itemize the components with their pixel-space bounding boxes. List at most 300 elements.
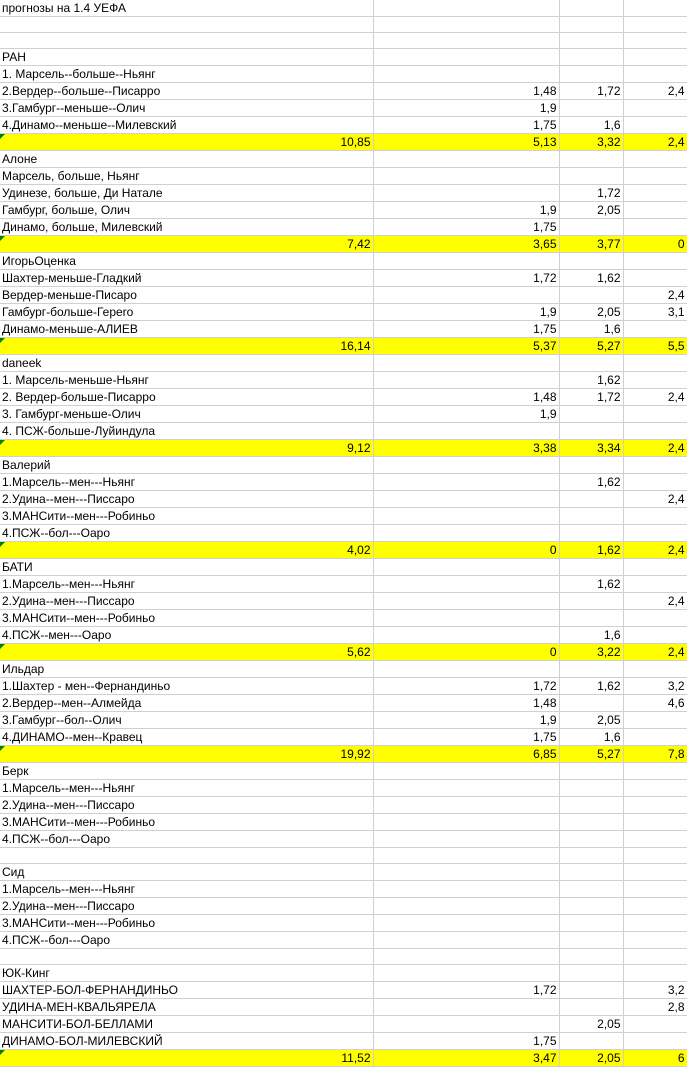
cell-r59-c0[interactable]: УДИНА-МЕН-КВАЛЬЯРЕЛА — [0, 999, 373, 1016]
cell-r49-c2[interactable] — [559, 831, 623, 848]
cell-r46-c3[interactable] — [623, 780, 687, 797]
table-row — [0, 151, 687, 168]
cell-r39-c0[interactable]: Ильдар — [0, 661, 373, 678]
cell-r6-c1[interactable]: 1,9 — [373, 100, 559, 117]
cell-r15-c0[interactable]: ИгорьОценка — [0, 253, 373, 270]
table-row — [0, 406, 687, 423]
table-row — [0, 423, 687, 440]
cell-r33-c0[interactable]: БАТИ — [0, 559, 373, 576]
cell-r42-c3[interactable] — [623, 712, 687, 729]
cell-r40-c1[interactable]: 1,72 — [373, 678, 559, 695]
total-row — [0, 236, 687, 253]
cell-r55-c3[interactable] — [623, 932, 687, 949]
cell-r46-c0[interactable]: 1.Марсель--мен---Ньянг — [0, 780, 373, 797]
cell-r1-c1[interactable] — [373, 17, 559, 33]
cell-r52-c2[interactable] — [559, 881, 623, 898]
cell-r12-c2[interactable]: 2,05 — [559, 202, 623, 219]
cell-r26-c1[interactable]: 3,38 — [373, 440, 559, 457]
cell-r47-c1[interactable] — [373, 797, 559, 814]
cell-r58-c0[interactable]: ШАХТЕР-БОЛ-ФЕРНАНДИНЬО — [0, 982, 373, 999]
cell-r9-c3[interactable] — [623, 151, 687, 168]
cell-r42-c2[interactable]: 2,05 — [559, 712, 623, 729]
cell-r47-c0[interactable]: 2.Удина--мен---Писсаро — [0, 797, 373, 814]
cell-r56-c0[interactable] — [0, 949, 373, 965]
cell-r10-c1[interactable] — [373, 168, 559, 185]
cell-r21-c2[interactable] — [559, 355, 623, 372]
cell-r36-c2[interactable] — [559, 610, 623, 627]
cell-r59-c1[interactable] — [373, 999, 559, 1016]
cell-r11-c2[interactable]: 1,72 — [559, 185, 623, 202]
cell-r24-c2[interactable] — [559, 406, 623, 423]
cell-r55-c1[interactable] — [373, 932, 559, 949]
cell-r5-c1[interactable]: 1,48 — [373, 83, 559, 100]
cell-r35-c2[interactable] — [559, 593, 623, 610]
cell-r14-c1[interactable]: 3,65 — [373, 236, 559, 253]
cell-r62-c1[interactable]: 3,47 — [373, 1050, 559, 1067]
cell-r60-c2[interactable]: 2,05 — [559, 1016, 623, 1033]
cell-r49-c0[interactable]: 4.ПСЖ--бол---Оаро — [0, 831, 373, 848]
table-row — [0, 797, 687, 814]
cell-r13-c2[interactable] — [559, 219, 623, 236]
cell-r8-c2[interactable]: 3,32 — [559, 134, 623, 151]
cell-r8-c1[interactable]: 5,13 — [373, 134, 559, 151]
cell-r26-c2[interactable]: 3,34 — [559, 440, 623, 457]
total-row — [0, 440, 687, 457]
cell-r36-c1[interactable] — [373, 610, 559, 627]
cell-r24-c3[interactable] — [623, 406, 687, 423]
cell-r48-c0[interactable]: 3.МАНСити--мен---Робиньо — [0, 814, 373, 831]
cell-r39-c3[interactable] — [623, 661, 687, 678]
cell-r18-c0[interactable]: Гамбург-больше-Герero — [0, 304, 373, 321]
cell-r29-c1[interactable] — [373, 491, 559, 508]
cell-r34-c2[interactable]: 1,62 — [559, 576, 623, 593]
cell-r37-c2[interactable]: 1,6 — [559, 627, 623, 644]
cell-r46-c1[interactable] — [373, 780, 559, 797]
table-row — [0, 965, 687, 982]
cell-r15-c3[interactable] — [623, 253, 687, 270]
cell-r44-c3[interactable]: 7,8 — [623, 746, 687, 763]
cell-r28-c2[interactable]: 1,62 — [559, 474, 623, 491]
cell-r58-c2[interactable] — [559, 982, 623, 999]
table-row — [0, 864, 687, 881]
cell-r9-c1[interactable] — [373, 151, 559, 168]
table-row — [0, 949, 687, 965]
cell-r14-c3[interactable]: 0 — [623, 236, 687, 253]
table-row — [0, 0, 687, 17]
cell-r22-c2[interactable]: 1,62 — [559, 372, 623, 389]
cell-r1-c3[interactable] — [623, 17, 687, 33]
table-row — [0, 1033, 687, 1050]
cell-r61-c2[interactable] — [559, 1033, 623, 1050]
cell-r47-c2[interactable] — [559, 797, 623, 814]
cell-r46-c2[interactable] — [559, 780, 623, 797]
cell-r53-c1[interactable] — [373, 898, 559, 915]
cell-r61-c0[interactable]: ДИНАМО-БОЛ-МИЛЕВСКИЙ — [0, 1033, 373, 1050]
cell-r57-c0[interactable]: ЮК-Кинг — [0, 965, 373, 982]
cell-r57-c2[interactable] — [559, 965, 623, 982]
cell-r0-c0[interactable]: прогнозы на 1.4 УЕФА — [0, 0, 373, 17]
cell-r24-c0[interactable]: 3. Гамбург-меньше-Олич — [0, 406, 373, 423]
cell-r35-c3[interactable]: 2,4 — [623, 593, 687, 610]
table-row — [0, 915, 687, 932]
cell-r39-c1[interactable] — [373, 661, 559, 678]
table-row — [0, 270, 687, 287]
cell-r11-c0[interactable]: Удинезе, больше, Ди Натале — [0, 185, 373, 202]
table-row — [0, 982, 687, 999]
cell-r52-c1[interactable] — [373, 881, 559, 898]
cell-r3-c2[interactable] — [559, 49, 623, 66]
cell-r49-c3[interactable] — [623, 831, 687, 848]
cell-r25-c0[interactable]: 4. ПСЖ-больше-Луйиндула — [0, 423, 373, 440]
cell-r36-c0[interactable]: 3.МАНСити--мен---Робиньо — [0, 610, 373, 627]
cell-r20-c3[interactable]: 5,5 — [623, 338, 687, 355]
cell-r0-c3[interactable] — [623, 0, 687, 17]
cell-r9-c2[interactable] — [559, 151, 623, 168]
cell-r23-c2[interactable]: 1,72 — [559, 389, 623, 406]
cell-r28-c1[interactable] — [373, 474, 559, 491]
cell-r45-c3[interactable] — [623, 763, 687, 780]
cell-r14-c0[interactable]: 7,42 — [0, 236, 373, 253]
table-row — [0, 219, 687, 236]
cell-r10-c3[interactable] — [623, 168, 687, 185]
cell-r6-c3[interactable] — [623, 100, 687, 117]
table-row — [0, 763, 687, 780]
cell-r60-c1[interactable] — [373, 1016, 559, 1033]
cell-r42-c0[interactable]: 3.Гамбург--бол--Олич — [0, 712, 373, 729]
cell-r7-c3[interactable] — [623, 117, 687, 134]
cell-r12-c1[interactable]: 1,9 — [373, 202, 559, 219]
table-row — [0, 117, 687, 134]
cell-r40-c0[interactable]: 1.Шахтер - мен--Фернандиньо — [0, 678, 373, 695]
cell-r55-c2[interactable] — [559, 932, 623, 949]
cell-r16-c1[interactable]: 1,72 — [373, 270, 559, 287]
cell-r0-c1[interactable] — [373, 0, 559, 17]
cell-r50-c0[interactable] — [0, 848, 373, 864]
cell-r54-c1[interactable] — [373, 915, 559, 932]
cell-r26-c3[interactable]: 2,4 — [623, 440, 687, 457]
table-row — [0, 593, 687, 610]
cell-r4-c1[interactable] — [373, 66, 559, 83]
table-row — [0, 321, 687, 338]
cell-r10-c0[interactable]: Марсель, больше, Ньянг — [0, 168, 373, 185]
cell-r41-c1[interactable]: 1,48 — [373, 695, 559, 712]
table-row — [0, 287, 687, 304]
cell-r27-c3[interactable] — [623, 457, 687, 474]
cell-r38-c0[interactable]: 5,62 — [0, 644, 373, 661]
cell-r23-c3[interactable]: 2,4 — [623, 389, 687, 406]
table-row — [0, 372, 687, 389]
cell-r33-c1[interactable] — [373, 559, 559, 576]
cell-r3-c1[interactable] — [373, 49, 559, 66]
cell-r52-c0[interactable]: 1.Марсель--мен---Ньянг — [0, 881, 373, 898]
cell-r40-c2[interactable]: 1,62 — [559, 678, 623, 695]
total-row — [0, 542, 687, 559]
table-row — [0, 253, 687, 270]
cell-r56-c3[interactable] — [623, 949, 687, 965]
cell-r37-c1[interactable] — [373, 627, 559, 644]
cell-r18-c2[interactable]: 2,05 — [559, 304, 623, 321]
cell-r47-c3[interactable] — [623, 797, 687, 814]
cell-r13-c1[interactable]: 1,75 — [373, 219, 559, 236]
cell-r50-c2[interactable] — [559, 848, 623, 864]
cell-r62-c3[interactable]: 6 — [623, 1050, 687, 1067]
cell-r2-c1[interactable] — [373, 33, 559, 49]
cell-r59-c3[interactable]: 2,8 — [623, 999, 687, 1016]
cell-r30-c1[interactable] — [373, 508, 559, 525]
cell-r8-c0[interactable]: 10,85 — [0, 134, 373, 151]
cell-r33-c3[interactable] — [623, 559, 687, 576]
cell-r42-c1[interactable]: 1,9 — [373, 712, 559, 729]
cell-r20-c2[interactable]: 5,27 — [559, 338, 623, 355]
cell-r54-c2[interactable] — [559, 915, 623, 932]
cell-r8-c3[interactable]: 2,4 — [623, 134, 687, 151]
cell-r17-c0[interactable]: Вердер-меньше-Писаро — [0, 287, 373, 304]
cell-r1-c0[interactable] — [0, 17, 373, 33]
cell-r4-c0[interactable]: 1. Марсель--больше--Ньянг — [0, 66, 373, 83]
cell-r43-c2[interactable]: 1,6 — [559, 729, 623, 746]
cell-r32-c2[interactable]: 1,62 — [559, 542, 623, 559]
cell-r54-c3[interactable] — [623, 915, 687, 932]
cell-r11-c1[interactable] — [373, 185, 559, 202]
cell-r32-c1[interactable]: 0 — [373, 542, 559, 559]
cell-r55-c0[interactable]: 4.ПСЖ--бол---Оаро — [0, 932, 373, 949]
table-row — [0, 814, 687, 831]
cell-r36-c3[interactable] — [623, 610, 687, 627]
cell-r4-c2[interactable] — [559, 66, 623, 83]
cell-r2-c2[interactable] — [559, 33, 623, 49]
table-row — [0, 83, 687, 100]
table-row — [0, 831, 687, 848]
cell-r54-c0[interactable]: 3.МАНСити--мен---Робиньо — [0, 915, 373, 932]
cell-r45-c0[interactable]: Берк — [0, 763, 373, 780]
cell-r44-c2[interactable]: 5,27 — [559, 746, 623, 763]
table-row — [0, 17, 687, 33]
table-row — [0, 881, 687, 898]
cell-r22-c1[interactable] — [373, 372, 559, 389]
cell-r32-c0[interactable]: 4,02 — [0, 542, 373, 559]
cell-r53-c3[interactable] — [623, 898, 687, 915]
cell-r34-c0[interactable]: 1.Марсель--мен---Ньянг — [0, 576, 373, 593]
cell-r15-c2[interactable] — [559, 253, 623, 270]
cell-r16-c2[interactable]: 1,62 — [559, 270, 623, 287]
cell-r29-c0[interactable]: 2.Удина--мен---Писсаро — [0, 491, 373, 508]
cell-r15-c1[interactable] — [373, 253, 559, 270]
cell-r51-c0[interactable]: Сид — [0, 864, 373, 881]
cell-r6-c0[interactable]: 3.Гамбург--меньше--Олич — [0, 100, 373, 117]
cell-r34-c1[interactable] — [373, 576, 559, 593]
cell-r58-c1[interactable]: 1,72 — [373, 982, 559, 999]
cell-r17-c2[interactable] — [559, 287, 623, 304]
table-row — [0, 389, 687, 406]
cell-r41-c2[interactable] — [559, 695, 623, 712]
cell-r2-c3[interactable] — [623, 33, 687, 49]
cell-r30-c3[interactable] — [623, 508, 687, 525]
cell-r30-c2[interactable] — [559, 508, 623, 525]
cell-r13-c0[interactable]: Динамо, больше, Милевский — [0, 219, 373, 236]
cell-r21-c0[interactable]: daneek — [0, 355, 373, 372]
cell-r45-c2[interactable] — [559, 763, 623, 780]
cell-r18-c1[interactable]: 1,9 — [373, 304, 559, 321]
cell-r13-c3[interactable] — [623, 219, 687, 236]
cell-r16-c0[interactable]: Шахтер-меньше-Гладкий — [0, 270, 373, 287]
table-row — [0, 780, 687, 797]
table-row — [0, 610, 687, 627]
cell-r4-c3[interactable] — [623, 66, 687, 83]
cell-r29-c3[interactable]: 2,4 — [623, 491, 687, 508]
cell-r35-c0[interactable]: 2.Удина--мен---Писсаро — [0, 593, 373, 610]
table-row — [0, 457, 687, 474]
table-row — [0, 49, 687, 66]
cell-r7-c1[interactable]: 1,75 — [373, 117, 559, 134]
table-row — [0, 661, 687, 678]
table-row — [0, 202, 687, 219]
cell-r48-c1[interactable] — [373, 814, 559, 831]
cell-r50-c1[interactable] — [373, 848, 559, 864]
cell-r51-c2[interactable] — [559, 864, 623, 881]
cell-r39-c2[interactable] — [559, 661, 623, 678]
cell-r26-c0[interactable]: 9,12 — [0, 440, 373, 457]
cell-r11-c3[interactable] — [623, 185, 687, 202]
table-row — [0, 678, 687, 695]
cell-r43-c3[interactable] — [623, 729, 687, 746]
cell-r31-c1[interactable] — [373, 525, 559, 542]
cell-r1-c2[interactable] — [559, 17, 623, 33]
cell-r62-c0[interactable]: 11,52 — [0, 1050, 373, 1067]
cell-r25-c2[interactable] — [559, 423, 623, 440]
cell-r23-c1[interactable]: 1,48 — [373, 389, 559, 406]
cell-r57-c3[interactable] — [623, 965, 687, 982]
cell-r17-c3[interactable]: 2,4 — [623, 287, 687, 304]
cell-r45-c1[interactable] — [373, 763, 559, 780]
cell-r5-c3[interactable]: 2,4 — [623, 83, 687, 100]
cell-r14-c2[interactable]: 3,77 — [559, 236, 623, 253]
cell-r38-c2[interactable]: 3,22 — [559, 644, 623, 661]
cell-r2-c0[interactable] — [0, 33, 373, 49]
cell-r30-c0[interactable]: 3.МАНСити--мен---Робиньо — [0, 508, 373, 525]
cell-r56-c2[interactable] — [559, 949, 623, 965]
cell-r43-c1[interactable]: 1,75 — [373, 729, 559, 746]
cell-r38-c1[interactable]: 0 — [373, 644, 559, 661]
cell-r22-c0[interactable]: 1. Марсель-меньше-Ньянг — [0, 372, 373, 389]
cell-r40-c3[interactable]: 3,2 — [623, 678, 687, 695]
cell-r57-c1[interactable] — [373, 965, 559, 982]
cell-r29-c2[interactable] — [559, 491, 623, 508]
cell-r60-c3[interactable] — [623, 1016, 687, 1033]
table-row — [0, 168, 687, 185]
cell-r28-c3[interactable] — [623, 474, 687, 491]
cell-r27-c0[interactable]: Валерий — [0, 457, 373, 474]
cell-r27-c2[interactable] — [559, 457, 623, 474]
cell-r41-c3[interactable]: 4,6 — [623, 695, 687, 712]
cell-r21-c3[interactable] — [623, 355, 687, 372]
cell-r48-c2[interactable] — [559, 814, 623, 831]
cell-r12-c3[interactable] — [623, 202, 687, 219]
cell-r52-c3[interactable] — [623, 881, 687, 898]
cell-r7-c2[interactable]: 1,6 — [559, 117, 623, 134]
table-row — [0, 712, 687, 729]
cell-r32-c3[interactable]: 2,4 — [623, 542, 687, 559]
cell-r20-c1[interactable]: 5,37 — [373, 338, 559, 355]
cell-r58-c3[interactable]: 3,2 — [623, 982, 687, 999]
cell-r56-c1[interactable] — [373, 949, 559, 965]
cell-r62-c2[interactable]: 2,05 — [559, 1050, 623, 1067]
table-row — [0, 304, 687, 321]
cell-r12-c0[interactable]: Гамбург, больше, Олич — [0, 202, 373, 219]
cell-r38-c3[interactable]: 2,4 — [623, 644, 687, 661]
table-row — [0, 100, 687, 117]
cell-r61-c1[interactable]: 1,75 — [373, 1033, 559, 1050]
cell-r43-c0[interactable]: 4.ДИНАМО--мен--Кравец — [0, 729, 373, 746]
cell-r0-c2[interactable] — [559, 0, 623, 17]
total-row — [0, 1050, 687, 1067]
cell-r61-c3[interactable] — [623, 1033, 687, 1050]
cell-r44-c0[interactable]: 19,92 — [0, 746, 373, 763]
table-row — [0, 559, 687, 576]
cell-r6-c2[interactable] — [559, 100, 623, 117]
cell-r19-c1[interactable]: 1,75 — [373, 321, 559, 338]
cell-r25-c3[interactable] — [623, 423, 687, 440]
cell-r51-c3[interactable] — [623, 864, 687, 881]
cell-r28-c0[interactable]: 1.Марсель--мен---Ньянг — [0, 474, 373, 491]
cell-r23-c0[interactable]: 2. Вердер-больше-Писарро — [0, 389, 373, 406]
cell-r31-c0[interactable]: 4.ПСЖ--бол---Оаро — [0, 525, 373, 542]
cell-r41-c0[interactable]: 2.Вердер--мен--Алмейда — [0, 695, 373, 712]
cell-r19-c2[interactable]: 1,6 — [559, 321, 623, 338]
cell-r24-c1[interactable]: 1,9 — [373, 406, 559, 423]
cell-r19-c3[interactable] — [623, 321, 687, 338]
cell-r49-c1[interactable] — [373, 831, 559, 848]
total-row — [0, 746, 687, 763]
cell-r19-c0[interactable]: Динамо-меньше-АЛИЕВ — [0, 321, 373, 338]
cell-r25-c1[interactable] — [373, 423, 559, 440]
table-row — [0, 729, 687, 746]
cell-r27-c1[interactable] — [373, 457, 559, 474]
cell-r7-c0[interactable]: 4.Динамо--меньше--Милевский — [0, 117, 373, 134]
cell-r3-c0[interactable]: РАН — [0, 49, 373, 66]
cell-r34-c3[interactable] — [623, 576, 687, 593]
cell-r53-c2[interactable] — [559, 898, 623, 915]
cell-r60-c0[interactable]: МАНСИТИ-БОЛ-БЕЛЛАМИ — [0, 1016, 373, 1033]
cell-r51-c1[interactable] — [373, 864, 559, 881]
cell-r37-c3[interactable] — [623, 627, 687, 644]
cell-r31-c3[interactable] — [623, 525, 687, 542]
cell-r17-c1[interactable] — [373, 287, 559, 304]
total-row — [0, 134, 687, 151]
table-row — [0, 576, 687, 593]
cell-r48-c3[interactable] — [623, 814, 687, 831]
cell-r35-c1[interactable] — [373, 593, 559, 610]
cell-r59-c2[interactable] — [559, 999, 623, 1016]
table-row — [0, 898, 687, 915]
cell-r10-c2[interactable] — [559, 168, 623, 185]
cell-r3-c3[interactable] — [623, 49, 687, 66]
cell-r9-c0[interactable]: Алоне — [0, 151, 373, 168]
cell-r20-c0[interactable]: 16,14 — [0, 338, 373, 355]
cell-r21-c1[interactable] — [373, 355, 559, 372]
cell-r44-c1[interactable]: 6,85 — [373, 746, 559, 763]
table-row — [0, 508, 687, 525]
cell-r16-c3[interactable] — [623, 270, 687, 287]
cell-r37-c0[interactable]: 4.ПСЖ--мен---Оаро — [0, 627, 373, 644]
cell-r31-c2[interactable] — [559, 525, 623, 542]
cell-r18-c3[interactable]: 3,1 — [623, 304, 687, 321]
cell-r22-c3[interactable] — [623, 372, 687, 389]
cell-r53-c0[interactable]: 2.Удина--мен---Писсаро — [0, 898, 373, 915]
cell-r5-c0[interactable]: 2.Вердер--больше--Писарро — [0, 83, 373, 100]
cell-r50-c3[interactable] — [623, 848, 687, 864]
cell-r33-c2[interactable] — [559, 559, 623, 576]
cell-r5-c2[interactable]: 1,72 — [559, 83, 623, 100]
